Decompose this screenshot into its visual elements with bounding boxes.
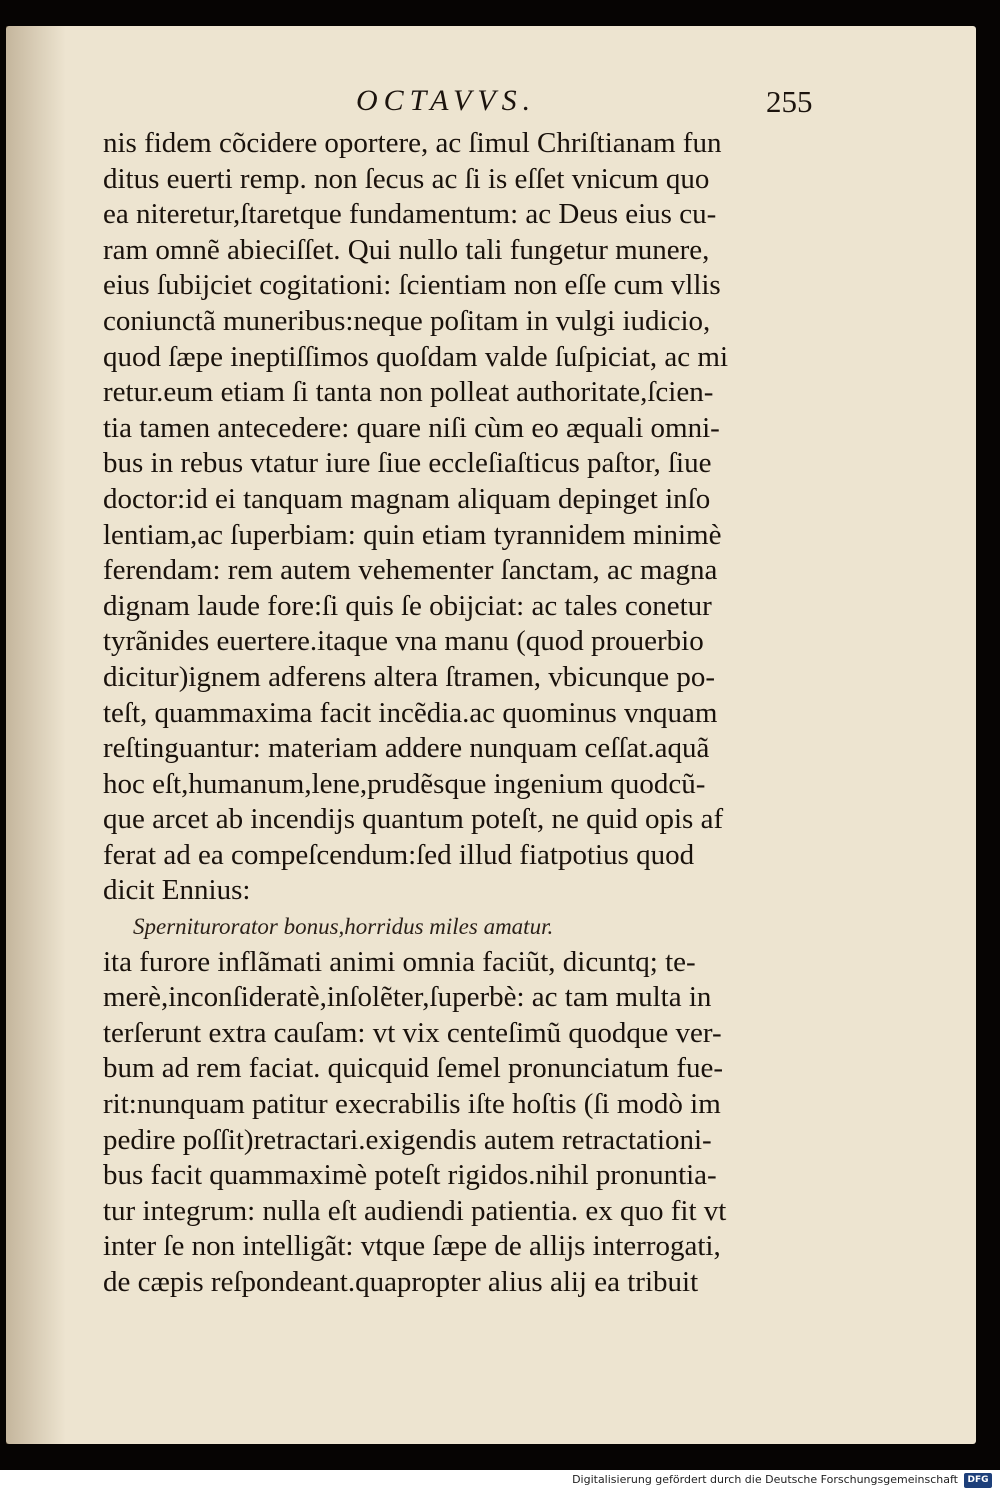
- funding-note: Digitalisierung gefördert durch die Deutsche Forschungsgemeinschaft: [572, 1473, 958, 1486]
- text-line: doctor:id ei tanquam magnam aliquam depinget inſo: [103, 482, 711, 515]
- text-line: nis fidem cõcidere oportere, ac ſimul Chriſtianam fun: [103, 127, 722, 159]
- text-line: dicitur)ignem adferens altera ſtramen, vbicunque po-: [103, 660, 715, 693]
- text-line: de cæpis reſpondeant.quapropter alius alij ea tribuit: [103, 1266, 699, 1298]
- quotation-line: Sperniturorator bonus,horridus miles amatur.: [133, 914, 554, 940]
- text-line: bus in rebus vtatur iure ſiue eccleſiaſticus paſtor, ſiue: [103, 447, 712, 480]
- text-line: lentiam,ac ſuperbiam: quin etiam tyrannidem minimè: [103, 518, 722, 551]
- text-line: tyrãnides euertere.itaque vna manu (quod prouerbio: [103, 625, 704, 658]
- footer-bar: [0, 1470, 1000, 1492]
- gutter-shadow: [6, 26, 66, 1444]
- text-line: ferendam: rem autem vehementer ſanctam, ac magna: [103, 554, 718, 587]
- text-line: inter ſe non intelligãt: vtque ſæpe de allijs interrogati,: [103, 1230, 721, 1263]
- text-line: ferat ad ea compeſcendum:ſed illud fiatpotius quod: [103, 838, 695, 871]
- text-line: eius ſubijciet cogitationi: ſcientiam non eſſe cum vllis: [103, 269, 721, 302]
- text-line: tia tamen antecedere: quare niſi cùm eo æquali omni-: [103, 411, 720, 444]
- text-line: bum ad rem faciat. quicquid ſemel pronunciatum fue-: [103, 1052, 724, 1085]
- text-line: ditus euerti remp. non ſecus ac ſi is eſſet vnicum quo: [103, 162, 710, 195]
- text-line: ram omnẽ abieciſſet. Qui nullo tali fungetur munere,: [103, 233, 710, 266]
- text-line: dignam laude fore:ſi quis ſe obijciat: ac tales conetur: [103, 589, 712, 622]
- text-line: pedire poſſit)retractari.exigendis autem retractationi-: [103, 1123, 712, 1156]
- text-line: dicit Ennius:: [103, 874, 251, 907]
- text-line: quod ſæpe ineptiſſimos quoſdam valde ſuſpiciat, ac mi: [103, 340, 729, 373]
- page-number: 255: [766, 84, 813, 119]
- running-title: OCTAVVS.: [356, 84, 537, 117]
- text-line: tur integrum: nulla eſt audiendi patientia. ex quo fit vt: [103, 1194, 727, 1227]
- text-line: rit:nunquam patitur execrabilis iſte hoſtis (ſi modò im: [103, 1088, 721, 1121]
- dfg-logo: DFG: [964, 1473, 992, 1488]
- body-text: [103, 126, 833, 1301]
- text-line: reſtinguantur: materiam addere nunquam ceſſat.aquã: [103, 732, 710, 765]
- text-line: merè,inconſideratè,inſolẽter,ſuperbè: ac tam multa in: [103, 981, 712, 1014]
- text-line: hoc eſt,humanum,lene,prudẽsque ingenium quodcũ-: [103, 767, 706, 800]
- text-line: que arcet ab incendijs quantum poteſt, ne quid opis af: [103, 803, 724, 836]
- text-line: retur.eum etiam ſi tanta non polleat authoritate,ſcien-: [103, 376, 714, 409]
- text-line: teſt, quammaxima facit incẽdia.ac quominus vnquam: [103, 696, 718, 729]
- text-line: ea niteretur,ſtaretque fundamentum: ac Deus eius cu-: [103, 198, 717, 231]
- text-line: bus facit quammaximè poteſt rigidos.nihil pronuntia-: [103, 1159, 717, 1192]
- book-page: [6, 26, 976, 1444]
- text-line: coniunctã muneribus:neque poſitam in vulgi iudicio,: [103, 304, 711, 337]
- text-line: terſerunt extra cauſam: vt vix centeſimũ quodque ver-: [103, 1016, 722, 1049]
- text-line: ita furore inflãmati animi omnia faciũt, dicuntq; te-: [103, 945, 696, 978]
